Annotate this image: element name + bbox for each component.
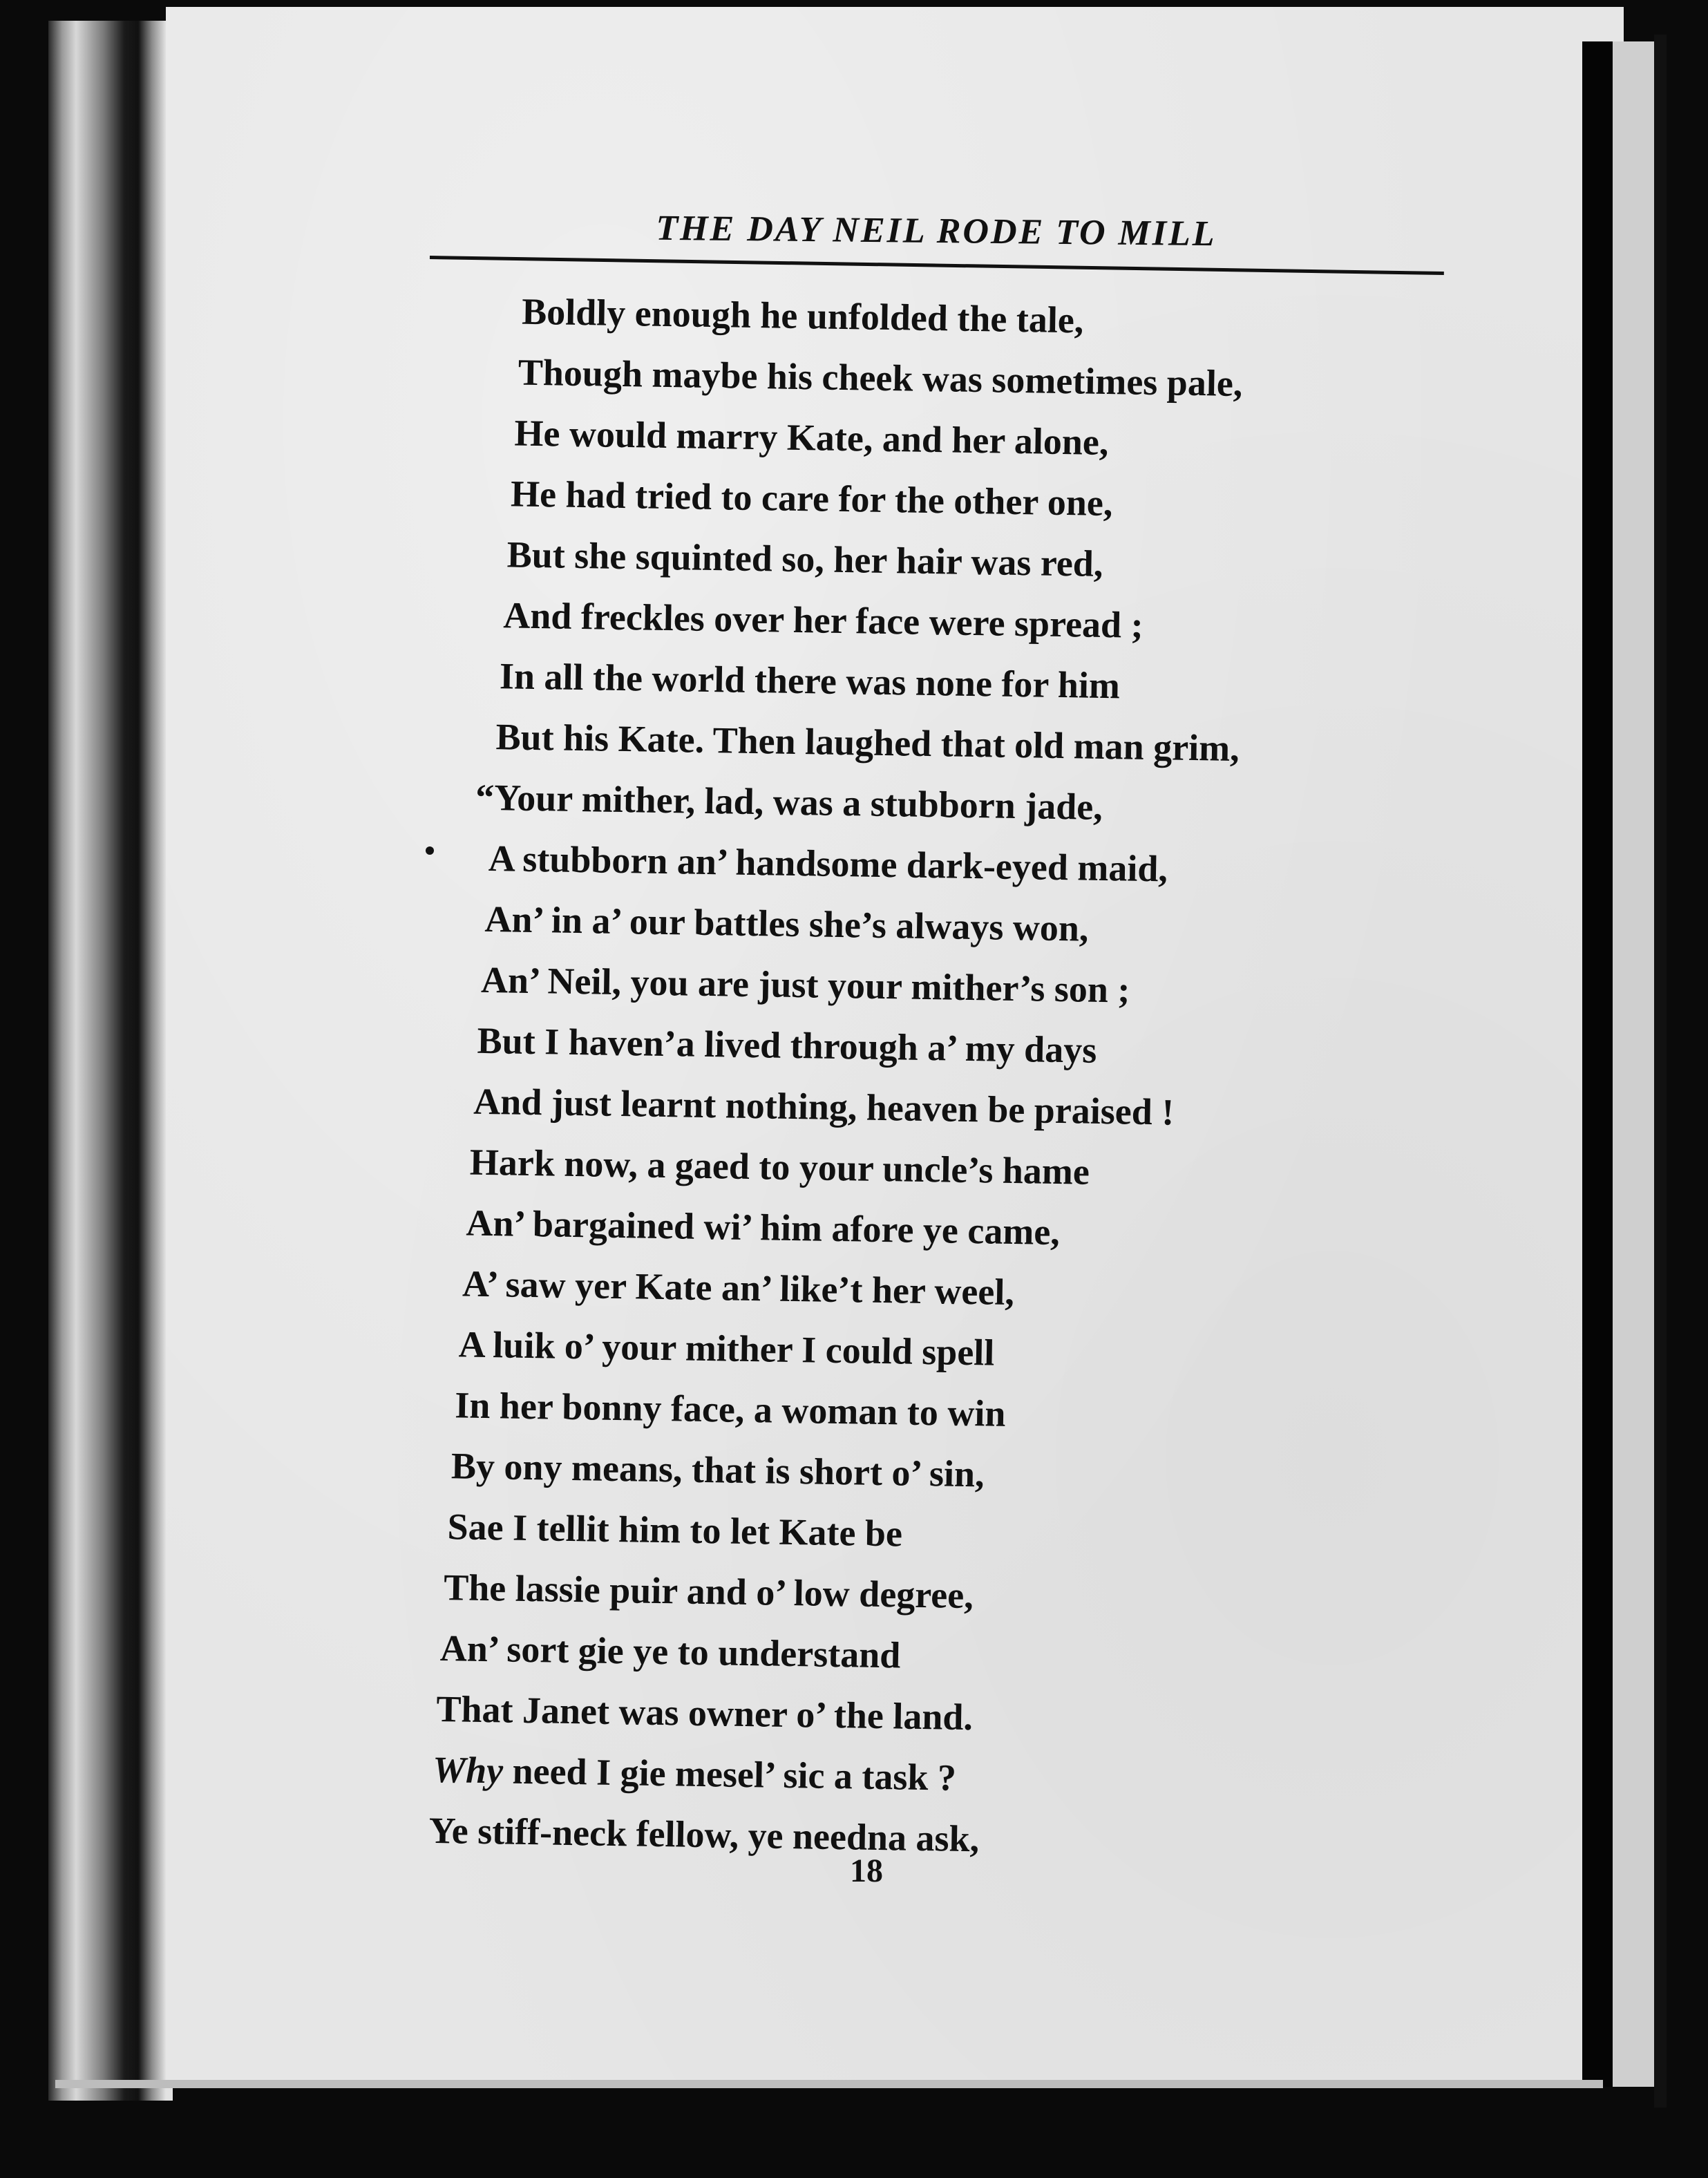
margin-dot bbox=[426, 846, 434, 855]
line-text: Ye stiff-neck fellow, ye needna ask, bbox=[428, 1809, 980, 1860]
line-text: And just learnt nothing, heaven be praised ! bbox=[473, 1080, 1175, 1133]
poem-body bbox=[424, 280, 1451, 1876]
line-text: An’ sort gie ye to understand bbox=[439, 1627, 901, 1676]
line-text: Boldly enough he unfolded the tale, bbox=[521, 290, 1084, 341]
line-text: He would marry Kate, and her alone, bbox=[514, 412, 1109, 464]
facing-page-edge bbox=[1613, 41, 1654, 2087]
page-number: 18 bbox=[850, 1853, 883, 1889]
line-text: In all the world there was none for him bbox=[499, 655, 1121, 707]
line-text: need I gie mesel’ sic a task ? bbox=[502, 1750, 957, 1799]
line-text: He had tried to care for the other one, bbox=[510, 473, 1113, 524]
line-text: In her bonny face, a woman to win bbox=[454, 1384, 1006, 1434]
book-spine-edge bbox=[48, 21, 173, 2101]
line-text: That Janet was owner o’ the land. bbox=[436, 1687, 974, 1739]
line-text: Sae I tellit him to let Kate be bbox=[447, 1506, 903, 1555]
facing-page-border bbox=[1654, 35, 1667, 2108]
page-bottom-edge bbox=[55, 2080, 1603, 2088]
line-text: Hark now, a gaed to your uncle’s hame bbox=[469, 1141, 1090, 1193]
line-text: Though maybe his cheek was sometimes pale, bbox=[518, 351, 1243, 405]
line-text: An’ bargained wi’ him afore ye came, bbox=[466, 1202, 1061, 1253]
line-text: But she squinted so, her hair was red, bbox=[506, 533, 1103, 585]
line-text: But his Kate. Then laughed that old man grim, bbox=[495, 716, 1240, 770]
line-text: An’ in a’ our battles she’s always won, bbox=[484, 898, 1089, 949]
page-right-shadow bbox=[1582, 41, 1613, 2087]
running-head: THE DAY NEIL RODE TO MILL bbox=[656, 208, 1217, 254]
line-text: A stubborn an’ handsome dark-eyed maid, bbox=[488, 837, 1168, 890]
line-text: “Your mither, lad, was a stubborn jade, bbox=[475, 776, 1103, 828]
italic-word: Why bbox=[432, 1748, 504, 1792]
line-text: And freckles over her face were spread ; bbox=[502, 594, 1144, 646]
line-text: The lassie puir and o’ low degree, bbox=[443, 1566, 974, 1617]
line-text: A’ saw yer Kate an’ like’t her weel, bbox=[462, 1262, 1015, 1314]
line-text: An’ Neil, you are just your mither’s son ; bbox=[480, 958, 1130, 1011]
line-text: A luik o’ your mither I could spell bbox=[458, 1323, 995, 1374]
line-text: But I haven’a lived through a’ my days bbox=[477, 1019, 1097, 1071]
line-text: By ony means, that is short o’ sin, bbox=[450, 1445, 985, 1495]
